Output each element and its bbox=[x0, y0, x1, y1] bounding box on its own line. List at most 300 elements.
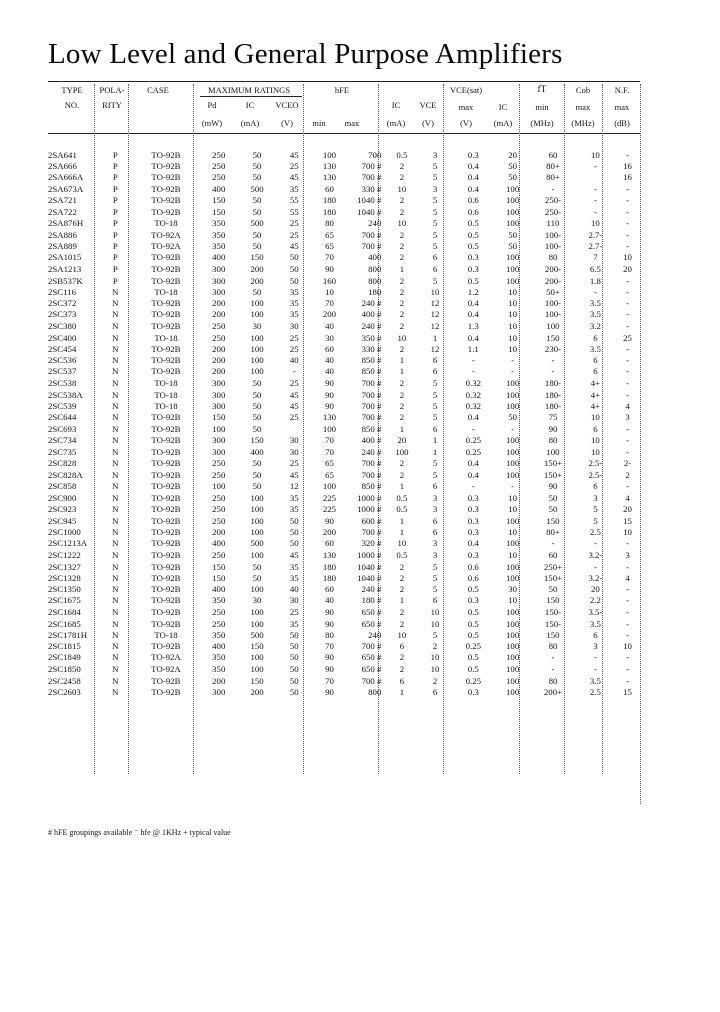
cell-sat-ic: 10 bbox=[508, 321, 518, 332]
table-row bbox=[48, 172, 640, 183]
cell-test-ic: 10 bbox=[397, 538, 407, 549]
cell-nf: - bbox=[626, 378, 629, 389]
cell-vceo: 35 bbox=[289, 298, 299, 309]
cell-test-ic: 1 bbox=[399, 515, 405, 526]
cell-vcesat: 0.5 bbox=[467, 240, 479, 251]
cell-hfe-max: 800 bbox=[368, 263, 382, 274]
cell-polarity: N bbox=[112, 458, 119, 469]
cell-polarity: N bbox=[112, 526, 119, 537]
cell-cob: 5 bbox=[593, 515, 598, 526]
cell-vceo: 35 bbox=[289, 309, 299, 320]
cell-test-ic: 2 bbox=[399, 309, 405, 320]
header-bottom-rule bbox=[48, 133, 640, 134]
cell-sat-ic: 100 bbox=[506, 458, 520, 469]
cell-vceo: 35 bbox=[289, 618, 299, 629]
cell-vcesat: - bbox=[471, 355, 475, 366]
cell-sat-ic: 100 bbox=[506, 183, 520, 194]
cell-ft: 60 bbox=[548, 549, 558, 560]
table-row bbox=[48, 516, 640, 527]
cell-ft: 250+ bbox=[543, 561, 563, 572]
cell-case: TO-92B bbox=[151, 263, 181, 274]
table-row bbox=[48, 333, 640, 344]
cell-hfe-max: 1000 # bbox=[357, 504, 382, 515]
cell-case: TO-92B bbox=[151, 572, 181, 583]
cell-polarity: N bbox=[112, 309, 119, 320]
table-row bbox=[48, 150, 640, 161]
cell-vcesat: - bbox=[471, 423, 475, 434]
cell-vceo: 50 bbox=[289, 515, 299, 526]
cell-hfe-min: 130 bbox=[322, 161, 337, 172]
cell-hfe-min: 90 bbox=[325, 652, 334, 663]
cell-hfe-max: 700 # bbox=[361, 412, 382, 423]
cell-polarity: N bbox=[112, 595, 119, 606]
cell-ft: 150 bbox=[546, 595, 560, 606]
cell-cob: 10 bbox=[591, 412, 600, 423]
cell-test-ic: 0.5 bbox=[396, 150, 408, 160]
cell-ic: 500 bbox=[250, 183, 264, 194]
cell-hfe-max: 700 # bbox=[361, 390, 382, 401]
cell-test-ic: 10 bbox=[397, 218, 407, 229]
cell-vceo: 50 bbox=[289, 630, 299, 641]
cell-polarity: N bbox=[112, 435, 119, 446]
cell-polarity: N bbox=[112, 492, 119, 503]
cell-hfe-min: 90 bbox=[325, 687, 334, 698]
cell-sat-ic: 100 bbox=[506, 664, 520, 675]
cell-hfe-min: 70 bbox=[325, 298, 334, 309]
cell-nf: 16 bbox=[623, 172, 632, 183]
cell-case: TO-18 bbox=[154, 286, 178, 297]
cell-hfe-max: 700 # bbox=[361, 229, 382, 240]
cell-hfe-max: 180 # bbox=[361, 595, 382, 606]
cell-test-ic: 1 bbox=[399, 526, 405, 537]
cell-pd: 250 bbox=[212, 618, 226, 629]
cell-case: TO-92B bbox=[151, 206, 181, 217]
cell-type: 2SC536 bbox=[48, 355, 77, 366]
header-case: CASE bbox=[147, 85, 169, 95]
header-nf-max: max bbox=[614, 102, 630, 112]
cell-test-vce: 12 bbox=[430, 298, 440, 309]
cell-ft: 150+ bbox=[543, 469, 563, 480]
table-row bbox=[48, 287, 640, 298]
cell-cob: 2.7- bbox=[588, 240, 603, 251]
cell-cob: 6.5 bbox=[589, 263, 601, 274]
cell-sat-ic: - bbox=[511, 355, 515, 366]
cell-ic: 30 bbox=[252, 595, 262, 606]
cell-pd: 200 bbox=[212, 344, 226, 355]
cell-vceo: 25 bbox=[289, 161, 299, 172]
table-row bbox=[48, 218, 640, 229]
cell-test-vce: 5 bbox=[432, 240, 438, 251]
cell-hfe-max: 700 # bbox=[361, 378, 382, 389]
cell-case: TO-92B bbox=[151, 344, 181, 355]
cell-vcesat: 0.3 bbox=[467, 150, 479, 160]
cell-vcesat: 0.3 bbox=[467, 515, 479, 526]
cell-case: TO-92B bbox=[151, 412, 181, 423]
cell-polarity: N bbox=[112, 355, 119, 366]
cell-polarity: P bbox=[112, 206, 118, 217]
cell-ft: 75 bbox=[548, 412, 558, 423]
cell-hfe-max: 700 # bbox=[361, 469, 382, 480]
cell-ft: 80 bbox=[548, 435, 558, 446]
cell-nf: 25 bbox=[623, 332, 632, 343]
cell-vceo: 50 bbox=[289, 676, 299, 687]
cell-type: 2SC858 bbox=[48, 480, 77, 491]
cell-hfe-min: 65 bbox=[325, 469, 334, 480]
cell-type: 2SA666A bbox=[48, 172, 84, 183]
header-sat-ic: IC bbox=[498, 102, 508, 112]
cell-ft: 80+ bbox=[546, 172, 560, 183]
cell-sat-ic: 100 bbox=[506, 469, 520, 480]
cell-case: TO-92B bbox=[151, 549, 181, 560]
cell-hfe-max: 240 # bbox=[361, 298, 382, 309]
cell-test-vce: 12 bbox=[430, 321, 440, 332]
cell-test-ic: 0.5 bbox=[396, 492, 408, 503]
cell-hfe-max: 180 bbox=[368, 286, 382, 297]
cell-pd: 250 bbox=[212, 172, 226, 183]
table-row bbox=[48, 447, 640, 458]
cell-ft: 50 bbox=[548, 504, 558, 515]
cell-hfe-max: 700 # bbox=[361, 161, 382, 172]
cell-polarity: N bbox=[112, 687, 119, 698]
cell-ic: 100 bbox=[250, 526, 264, 537]
cell-cob: - bbox=[593, 664, 597, 675]
cell-pd: 400 bbox=[212, 584, 226, 595]
cell-ic: 30 bbox=[252, 321, 262, 332]
header-ft-min: min bbox=[535, 102, 549, 112]
cell-ft: 100- bbox=[544, 309, 562, 320]
cell-nf: 15 bbox=[623, 515, 632, 526]
table-row bbox=[48, 652, 640, 663]
cell-case: TO-92B bbox=[151, 584, 181, 595]
cell-vceo: 50 bbox=[289, 641, 299, 652]
cell-type: 2SC2603 bbox=[48, 687, 81, 698]
cell-ft: - bbox=[551, 538, 555, 549]
cell-case: TO-92A bbox=[151, 240, 181, 251]
cell-test-vce: 5 bbox=[432, 161, 438, 172]
cell-hfe-max: 850 # bbox=[361, 423, 382, 434]
cell-ic: 150 bbox=[250, 641, 264, 652]
cell-cob: 6 bbox=[593, 423, 598, 434]
cell-case: TO-92B bbox=[151, 618, 181, 629]
cell-vcesat: 0.4 bbox=[467, 172, 479, 183]
cell-sat-ic: 100 bbox=[506, 618, 520, 629]
cell-ic: 50 bbox=[252, 172, 262, 183]
header-ft: fT bbox=[537, 85, 547, 95]
cell-ic: 50 bbox=[252, 286, 262, 297]
table-row bbox=[48, 630, 640, 641]
cell-ic: 50 bbox=[252, 229, 262, 240]
cell-test-vce: 5 bbox=[432, 206, 438, 217]
cell-case: TO-92B bbox=[151, 480, 181, 491]
cell-test-vce: 6 bbox=[432, 252, 438, 263]
header-hfe-min: min bbox=[312, 118, 326, 128]
cell-type: 2SC116 bbox=[48, 286, 77, 297]
cell-nf: - bbox=[626, 618, 629, 629]
cell-test-vce: 5 bbox=[432, 390, 438, 401]
cell-hfe-max: 330 # bbox=[361, 183, 382, 194]
cell-test-ic: 2 bbox=[399, 607, 405, 618]
cell-case: TO-92B bbox=[151, 194, 181, 205]
table-row bbox=[48, 458, 640, 469]
cell-sat-ic: 100 bbox=[506, 515, 520, 526]
cell-vcesat: 0.3 bbox=[467, 504, 479, 515]
cell-polarity: N bbox=[112, 401, 119, 412]
cell-polarity: N bbox=[112, 332, 119, 343]
cell-cob: 3.5 bbox=[589, 309, 601, 320]
cell-pd: 250 bbox=[212, 515, 226, 526]
header-hfe-max: max bbox=[344, 118, 360, 128]
cell-polarity: P bbox=[112, 161, 118, 172]
table-row bbox=[48, 276, 640, 287]
cell-nf: - bbox=[626, 676, 629, 687]
cell-vceo: 45 bbox=[289, 150, 299, 160]
cell-type: 2SA722 bbox=[48, 206, 77, 217]
cell-ft: - bbox=[551, 355, 555, 366]
table-row bbox=[48, 562, 640, 573]
cell-ic: 50 bbox=[252, 401, 262, 412]
cell-cob: 1.8 bbox=[589, 275, 601, 286]
cell-sat-ic: 10 bbox=[508, 298, 518, 309]
cell-polarity: P bbox=[112, 252, 118, 263]
cell-case: TO-18 bbox=[154, 390, 178, 401]
cell-vcesat: 0.6 bbox=[467, 561, 479, 572]
cell-sat-ic: 50 bbox=[508, 161, 518, 172]
cell-nf: 4 bbox=[625, 401, 630, 412]
cell-hfe-min: 130 bbox=[322, 172, 337, 183]
cell-vcesat: - bbox=[471, 366, 475, 377]
cell-test-ic: 2 bbox=[399, 561, 405, 572]
cell-test-ic: 2 bbox=[399, 161, 405, 172]
cell-hfe-min: 90 bbox=[325, 390, 334, 401]
cell-hfe-min: 90 bbox=[325, 378, 334, 389]
table-row bbox=[48, 664, 640, 676]
cell-test-ic: 1 bbox=[399, 355, 405, 366]
table-row bbox=[48, 538, 640, 549]
cell-vcesat: 0.3 bbox=[467, 526, 479, 537]
header-polarity-2: RITY bbox=[102, 100, 122, 110]
cell-pd: 350 bbox=[212, 664, 226, 675]
cell-polarity: N bbox=[112, 390, 119, 401]
cell-pd: 250 bbox=[212, 549, 226, 560]
header-type-no: NO. bbox=[64, 100, 80, 110]
cell-pd: 200 bbox=[212, 355, 226, 366]
cell-sat-ic: 10 bbox=[508, 504, 518, 515]
cell-cob: 10 bbox=[591, 218, 600, 229]
cell-test-vce: 5 bbox=[432, 561, 438, 572]
cell-sat-ic: 100 bbox=[506, 630, 520, 641]
cell-ft: 100 bbox=[546, 447, 560, 458]
cell-sat-ic: 100 bbox=[506, 378, 520, 389]
cell-hfe-min: 90 bbox=[325, 263, 334, 274]
cell-cob: 6 bbox=[593, 630, 598, 641]
cell-nf: 10 bbox=[623, 252, 632, 263]
cell-nf: - bbox=[626, 194, 629, 205]
cell-type: 2SC828 bbox=[48, 458, 77, 469]
cell-polarity: P bbox=[112, 263, 118, 274]
cell-case: TO-92B bbox=[151, 321, 181, 332]
cell-hfe-min: 200 bbox=[322, 526, 337, 537]
cell-test-vce: 3 bbox=[432, 538, 438, 549]
cell-test-ic: 2 bbox=[399, 321, 405, 332]
cell-nf: - bbox=[626, 366, 629, 377]
cell-polarity: N bbox=[112, 641, 119, 652]
cell-ft: 100- bbox=[544, 240, 562, 251]
cell-hfe-max: 650 # bbox=[361, 664, 382, 675]
cell-hfe-max: 700 # bbox=[361, 676, 382, 687]
cell-type: 2SA1015 bbox=[48, 252, 82, 263]
cell-case: TO-92B bbox=[151, 309, 181, 320]
cell-polarity: N bbox=[112, 618, 119, 629]
cell-nf: 10 bbox=[623, 526, 632, 537]
cell-nf: - bbox=[626, 595, 629, 606]
cell-vcesat: 1.2 bbox=[467, 286, 479, 297]
cell-cob: 3.2 bbox=[589, 321, 601, 332]
cell-ic: 150 bbox=[250, 252, 264, 263]
cell-nf: - bbox=[626, 298, 629, 309]
cell-ic: 50 bbox=[252, 378, 262, 389]
cell-ic: 50 bbox=[252, 161, 262, 172]
cell-vceo: 35 bbox=[289, 286, 299, 297]
cell-hfe-min: 180 bbox=[322, 194, 337, 205]
cell-test-ic: 2 bbox=[399, 252, 405, 263]
cell-hfe-min: 70 bbox=[325, 676, 334, 687]
cell-pd: 300 bbox=[212, 447, 226, 458]
cell-polarity: N bbox=[112, 515, 119, 526]
header-cob-max: max bbox=[575, 102, 591, 112]
cell-test-vce: 5 bbox=[432, 275, 438, 286]
cell-test-ic: 2 bbox=[399, 401, 405, 412]
cell-test-vce: 6 bbox=[432, 480, 438, 491]
cell-vcesat: 0.5 bbox=[467, 229, 479, 240]
cell-test-ic: 2 bbox=[399, 229, 405, 240]
cell-type: 2SA1213 bbox=[48, 263, 82, 274]
cell-test-ic: 2 bbox=[399, 469, 405, 480]
header-hfe: hFE bbox=[334, 85, 350, 95]
cell-sat-ic: - bbox=[511, 423, 515, 434]
cell-hfe-min: 200 bbox=[322, 309, 337, 320]
cell-sat-ic: 100 bbox=[506, 390, 520, 401]
cell-test-vce: 6 bbox=[432, 687, 438, 698]
cell-ft: 50 bbox=[548, 492, 558, 503]
cell-sat-ic: 100 bbox=[506, 218, 520, 229]
cell-hfe-min: 80 bbox=[325, 630, 334, 641]
cell-ic: 50 bbox=[252, 390, 262, 401]
cell-test-ic: 2 bbox=[399, 172, 405, 183]
table-row bbox=[48, 470, 640, 481]
cell-test-ic: 2 bbox=[399, 298, 405, 309]
table-row bbox=[48, 641, 640, 652]
cell-cob: 3.5 bbox=[589, 618, 601, 629]
cell-case: TO-92B bbox=[151, 687, 181, 698]
cell-test-ic: 2 bbox=[399, 618, 405, 629]
cell-type: 2SC1213A bbox=[48, 538, 88, 549]
cell-type: 2SC538 bbox=[48, 378, 77, 389]
cell-type: 2SA641 bbox=[48, 150, 77, 160]
cell-nf: 3 bbox=[625, 412, 630, 423]
cell-ft: 100- bbox=[544, 298, 562, 309]
cell-case: TO-18 bbox=[154, 401, 178, 412]
table-row bbox=[48, 676, 640, 687]
cell-vceo: 45 bbox=[289, 172, 299, 183]
cell-pd: 150 bbox=[212, 194, 226, 205]
cell-test-vce: 6 bbox=[432, 423, 438, 434]
cell-hfe-max: 400 # bbox=[361, 309, 382, 320]
cell-test-vce: 6 bbox=[432, 366, 438, 377]
cell-case: TO-92B bbox=[151, 298, 181, 309]
cell-test-vce: 12 bbox=[430, 309, 440, 320]
cell-hfe-min: 70 bbox=[325, 435, 334, 446]
cell-polarity: N bbox=[112, 561, 119, 572]
cell-sat-ic: 10 bbox=[508, 332, 518, 343]
cell-type: 2SC1849 bbox=[48, 652, 81, 663]
cell-type: 2SA889 bbox=[48, 240, 77, 251]
cell-ft: 80 bbox=[548, 676, 558, 687]
table-row bbox=[48, 161, 640, 172]
cell-hfe-max: 700 # bbox=[361, 641, 382, 652]
cell-test-ic: 10 bbox=[397, 183, 407, 194]
cell-case: TO-92A bbox=[151, 664, 181, 675]
cell-pd: 250 bbox=[212, 504, 226, 515]
cell-type: 2SC539 bbox=[48, 401, 77, 412]
cell-test-ic: 1 bbox=[399, 687, 405, 698]
header-test-vce: VCE bbox=[419, 100, 437, 110]
cell-sat-ic: 100 bbox=[506, 572, 520, 583]
cell-case: TO-92A bbox=[151, 652, 181, 663]
cell-hfe-max: 800 bbox=[368, 687, 382, 698]
cell-vceo: 50 bbox=[289, 687, 299, 698]
table-row bbox=[48, 549, 640, 561]
cell-type: 2SC1328 bbox=[48, 572, 81, 583]
table-row bbox=[48, 355, 640, 366]
cell-vcesat: 0.25 bbox=[465, 641, 481, 652]
cell-test-vce: 5 bbox=[432, 469, 438, 480]
table-row bbox=[48, 263, 640, 275]
cell-test-vce: 10 bbox=[430, 664, 440, 675]
cell-type: 2SC828A bbox=[48, 469, 83, 480]
header-nf: N.F. bbox=[614, 85, 630, 95]
cell-ic: 50 bbox=[252, 206, 262, 217]
table-row bbox=[48, 435, 640, 447]
cell-vcesat: 0.4 bbox=[467, 458, 479, 469]
cell-ic: 500 bbox=[250, 218, 264, 229]
cell-vcesat: 0.5 bbox=[467, 630, 479, 641]
cell-pd: 300 bbox=[212, 286, 226, 297]
cell-ic: 150 bbox=[250, 435, 264, 446]
cell-polarity: N bbox=[112, 504, 119, 515]
cell-ic: 500 bbox=[250, 538, 264, 549]
cell-test-ic: 2 bbox=[399, 652, 405, 663]
cell-polarity: P bbox=[112, 194, 118, 205]
table-body bbox=[48, 150, 640, 698]
cell-type: 2SC372 bbox=[48, 298, 77, 309]
cell-hfe-min: 65 bbox=[325, 229, 334, 240]
cell-ic: 50 bbox=[252, 469, 262, 480]
cell-test-ic: 2 bbox=[399, 378, 405, 389]
cell-cob: 5 bbox=[593, 504, 598, 515]
cell-pd: 350 bbox=[212, 229, 226, 240]
cell-ft: 90 bbox=[548, 423, 558, 434]
cell-test-vce: 10 bbox=[430, 618, 440, 629]
cell-vceo: 50 bbox=[289, 664, 299, 675]
cell-type: 2SA666 bbox=[48, 161, 77, 172]
cell-nf: - bbox=[626, 480, 629, 491]
cell-nf: - bbox=[626, 423, 629, 434]
cell-vceo: 40 bbox=[289, 584, 299, 595]
cell-pd: 300 bbox=[212, 687, 226, 698]
cell-test-vce: 5 bbox=[432, 172, 438, 183]
cell-test-vce: 12 bbox=[430, 344, 440, 355]
cell-hfe-max: 850 # bbox=[361, 366, 382, 377]
